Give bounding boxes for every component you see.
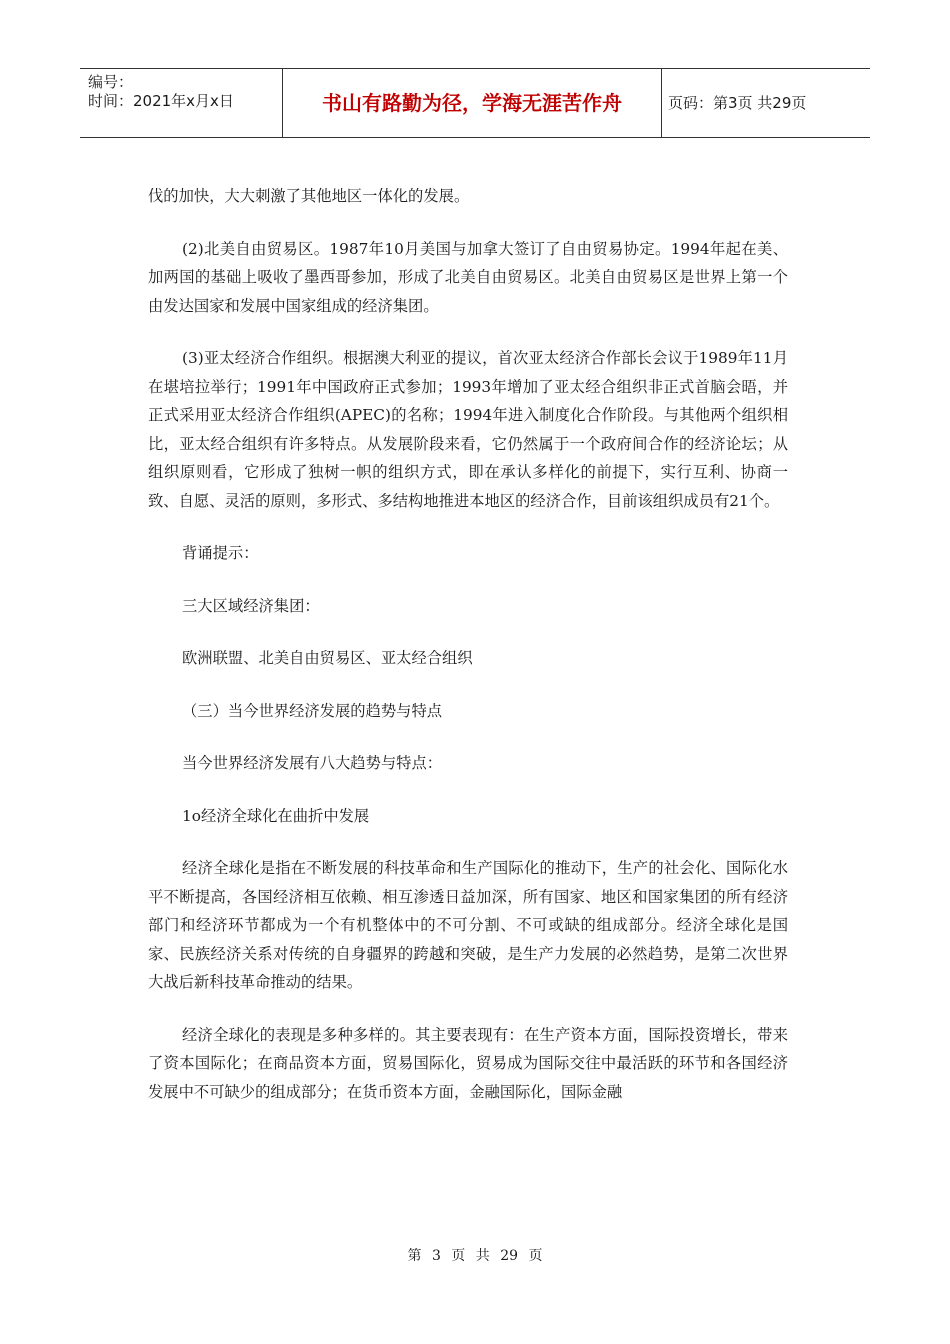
header-meta [80, 69, 282, 137]
paragraph: 经济全球化是指在不断发展的科技革命和生产国际化的推动下，生产的社会化、国际化水平不断提高，各国经济相互依赖、相互渗透日益加深，所有国家、地区和国家集团的所有经济部门和经济环节都成为一个有机整体中的不可分割、不可或缺的组成部分。经济全球化是国家、民族经济关系对传统的自身疆界的跨越和突破，是生产力发展的必然趋势，是第二次世界大战后新科技革命推动的结果。 [148, 859, 788, 991]
paragraph: (3)亚太经济合作组织。根据澳大利亚的提议，首次亚太经济合作部长会议于1989年11月在堪培拉举行；1991年中国政府正式参加；1993年增加了亚太经合组织非正式首脑会晤，并正式采用亚太经济合作组织(APEC)的名称；1994年进入制度化合作阶段。与其他两个组织相比，亚太经合组织有许多特点。从发展阶段来看，它仍然属于一个政府间合作的经济论坛；从组织原则看，它形成了独树一帜的组织方式，即在承认多样化的前提下，实行互利、协商一致、自愿、灵活的原则，多形式、多结构地推进本地区的经济合作，目前该组织成员有21个。 [148, 349, 788, 510]
subsection-heading: 1o经济全球化在曲折中发展 [182, 806, 370, 825]
paragraph: 背诵提示： [182, 544, 259, 562]
paragraph: 三大区域经济集团： [182, 596, 320, 615]
document-body [148, 182, 788, 1130]
page-header [80, 68, 870, 138]
document-date: 时间：2021年x月x日 [88, 92, 234, 110]
header-motto: 书山有路勤为径，学海无涯苦作舟 [282, 69, 662, 137]
section-heading: （三）当今世界经济发展的趋势与特点 [182, 701, 443, 720]
paragraph: 当今世界经济发展有八大趋势与特点： [182, 754, 443, 772]
page-footer: 第 3 页 共 29 页 [407, 1248, 543, 1264]
header-page-info: 页码：第3页 共29页 [668, 94, 807, 112]
paragraph: 欧洲联盟、北美自由贸易区、亚太经合组织 [182, 649, 473, 667]
paragraph: 经济全球化的表现是多种多样的。其主要表现有：在生产资本方面，国际投资增长，带来了资本国际化；在商品资本方面，贸易国际化，贸易成为国际交往中最活跃的环节和各国经济发展中不可缺少的组成部分；在货币资本方面，金融国际化，国际金融 [148, 1025, 788, 1101]
document-number-label: 编号： [88, 73, 134, 91]
paragraph: (2)北美自由贸易区。1987年10月美国与加拿大签订了自由贸易协定。1994年起在美、加两国的基础上吸收了墨西哥参加，形成了北美自由贸易区。北美自由贸易区是世界上第一个由发达国家和发展中国家组成的经济集团。 [148, 239, 788, 315]
paragraph: 伐的加快，大大刺激了其他地区一体化的发展。 [148, 187, 470, 205]
